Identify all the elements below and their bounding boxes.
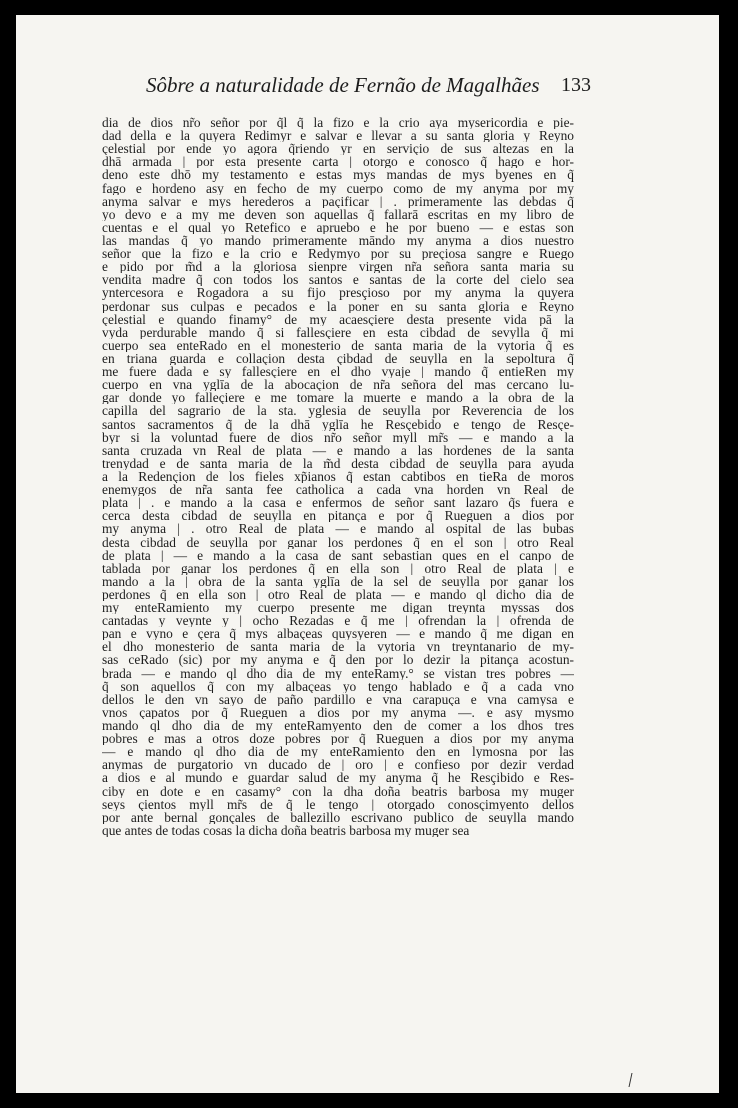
text-line: de plata | — e mando a la casa de sant sebastian ques en el canpo de [102,548,574,562]
text-line: my enteRamiento my cuerpo presente me digan treynta myssas dos [102,601,574,615]
text-line: el dho monesterio de santa maria de la vytoria vn treyntanario de my- [102,640,574,654]
text-line: fago e hordeno asy en fecho de my cuerpo como de my anyma por my [102,181,574,195]
text-line: anymas de purgatorio vn ducado de | oro | e confieso por dezir verdad [102,758,574,772]
text-line: my anyma | . otro Real de plata — e mando al ospital de las bubas [102,522,574,536]
document-body [102,116,574,837]
text-line: por ante bernal gonçales de ballezillo escrivano publico de seuylla mando [102,810,574,824]
text-line: çelestial por ende yo agora q̃riendo yr en serviçio de sus altezas en la [102,142,574,156]
text-line: a dios e al mundo e guardar salud de my anyma q̃ he Resçibido e Res- [102,771,574,785]
text-line: a la Redençion de los fieles xp̃ianos q̃ estan cabtibos en tieRa de moros [102,469,574,484]
text-line: yo devo e a my me deven son aquellas q̃ fallarā escritas en my libro de [102,207,574,221]
text-line: perdones q̃ en ella son | otro Real de plata — e mando ql dicho dia de [102,587,574,602]
text-line: perdonar sus culpas e pecados e la poner en su santa gloria e Reyno [102,299,574,313]
text-line: ciby en dote e en casamy° con la dha doña beatris barbosa my muger [102,784,574,798]
text-line: deno este dhō my testamento e estas mys mandas de mys byenes en q̃ [102,168,574,182]
text-line: anyma salvar e mys herederos a paçificar | . primeramente las debdas q̃ [102,194,574,208]
book-page [16,15,719,1093]
text-line: cuentas e el qual yo Retefico e apruebo e he por bueno — e estas son [102,220,574,234]
text-line: enemygos de nr̃a santa fee catholica a cada vna horden vn Real de [102,483,574,497]
text-line: capilla del sagrario de la sta. yglesia de seuylla por Reverencia de los [102,404,574,418]
text-line: santos sacramentos q̃ de la dhā yglīa he Resçebido e tengo de Resçe- [102,417,574,431]
text-line: cerca desta cibdad de seuylla en pitança e por q̃ Rueguen a dios por [102,509,574,523]
text-line: çelestial e quando finamy° de my acaesçiere desta presente vida pā la [102,312,574,326]
running-header: Sôbre a naturalidade de Fernão de Magalhães [146,73,540,97]
page-number: 133 [561,74,591,96]
text-line: mando ql dho dia de my enteRamyento den de comer a los dhos tres [102,719,574,733]
text-line: cuerpo sea enteRado en el monesterio de santa maria de la vytoria q̃ es [102,338,574,352]
text-line: en triana guarda e collaçion desta çibdad de seuylla en la sepoltura q̃ [102,351,574,366]
text-line: santa cruzada vn Real de plata — e mando a las hordenes de la santa [102,443,574,457]
text-line: byr si la voluntad fuere de dios nr̃o señor myll mr̃s — e mando a la [102,430,574,444]
text-line: me fuere dada e sy fallesçiere en el dho vyaje | mando q̃ entieRen my [102,365,574,379]
text-line: q̃ son aquellos q̃ con my albaçeas yo tengo hablado e q̃ a cada vno [102,679,574,693]
page-header [146,73,591,113]
text-line: mando a la | obra de la santa yglīa de la sel de seuylla por ganar los [102,574,574,588]
text-line: dia de dios nr̃o señor por q̃l q̃ la fizo e la crio aya mysericordia e pie- [102,116,574,130]
text-line: gar donde yo falleçiere e me tomare la muerte e mando a la obra de la [102,391,574,405]
text-line: dhā armada | por esta presente carta | otorgo e conosco q̃ hago e hor- [102,155,574,169]
text-line: pobres e mas a otros doze pobres por q̃ Rueguen a dios por my anyma [102,732,574,746]
margin-pencil-mark [623,1073,633,1087]
text-line: — e mando ql dho dia de my enteRamiento den en lymosna por las [102,745,574,759]
text-line: pan e vyno e çera q̃ mys albaçeas quysyeren — e mando q̃ me digan en [102,627,574,641]
text-line: señor que la fizo e la crio e Redymyo por su preçiosa sangre e Ruego [102,247,574,261]
text-line: vendita madre q̃ con todos los santos e santas de la corte del cielo sea [102,273,574,287]
text-line: cuerpo en vna yglīa de la abocaçion de nr̃a señora del mas cercano lu- [102,378,574,392]
text-line: brada — e mando ql dho dia de my enteRamy.° se vistan tres pobres — [102,666,574,680]
text-line: tablada por ganar los perdones q̃ en ella son | otro Real de plata | e [102,561,574,575]
text-line: desta cibdad de seuylla por ganar los perdones q̃ en el son | otro Real [102,535,574,549]
text-line: e pido por m̃d a la gloriosa sienpre virgen nr̃a señora santa maria su [102,260,574,274]
text-line: sas ceRado (sic) por my anyma e q̃ den por lo dezir la pitança acostun- [102,653,574,667]
text-line: las mandas q̃ yo mando primeramente māndo my anyma a dios nuestro [102,233,574,248]
text-line: que antes de todas cosas la dicha doña beatris barbosa my muger sea [102,823,470,838]
text-line: seys çientos myll mr̃s de q̃ le tengo | otorgado conosçimyento dellos [102,797,574,811]
text-line: yntercesora e Rogadora a su fijo presçioso por my anyma la quyera [102,286,574,300]
text-line: dellos le den vn sayo de paño pardillo e vna carapuça e vna camysa e [102,692,574,706]
text-line: vyda perdurable mando q̃ si fallesçiere en esta cibdad de sevylla q̃ mi [102,325,574,339]
text-line: trenydad e de santa maria de la m̃d desta cibdad de seuylla para ayuda [102,456,574,470]
text-line: cantadas y veynte y | ocho Rezadas e q̃ me | ofrendan la | ofrenda de [102,614,574,628]
text-line: dad della e la quyera Redimyr e salvar e llevar a su santa gloria y Reyno [102,129,574,143]
text-line: plata | . e mando a la casa e enfermos de señor sant lazaro q̃s fuera e [102,496,574,510]
text-line: vnos çapatos por q̃ Rueguen a dios por my anyma —. e asy mysmo [102,705,574,720]
